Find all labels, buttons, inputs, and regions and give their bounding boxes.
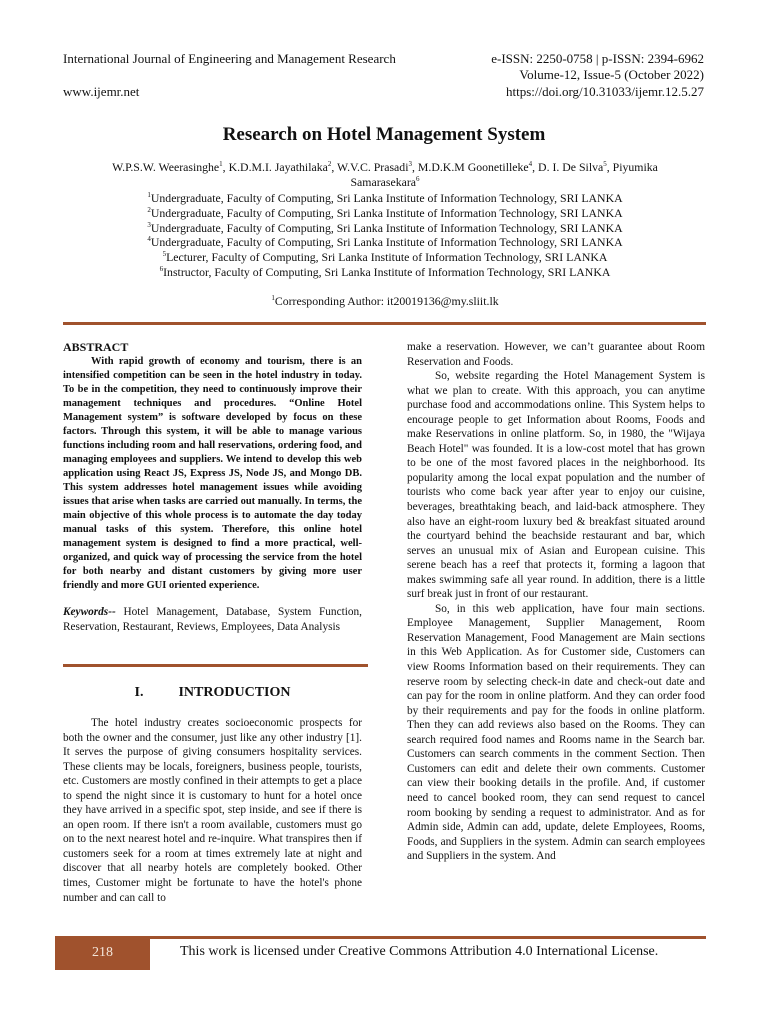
author-6: Piyumika [612,160,658,174]
right-paragraph-2: So, in this web application, have four main sections. Employee Management, Supplier Management, Room Reservation Management, Food Management are Main sections in this Web Application. As for Customer side, Customers can view Rooms Information based on their requirements. They can reserve room by selecting check-in date and check-out date and can pay for the room in online platform. And they can order food by their requirements and pay for the foods in online platform. Then they can add reviews also based on the Rooms. They can search required food names and Rooms name in the Search bar. Customers can search comments in the comment Section. Then Customers can edit and delete their own comments. Customer can view their booking details in the profile. And, if customer need to cancel booked room, they can send request to cancel room booking by sending a request to administrator. And as for Admin side, Admin can add, update, delete Employees, Rooms, Foods, and Suppliers in the system. Admin can search employees and Suppliers in the system. And [407,602,705,863]
abstract-text: With rapid growth of economy and tourism, there is an intensified competition can be seen in the hotel industry in today. To be in the competition, they need to continuously improve their management techniques and procedures. “Online Hotel Management system” is software developed by focus on these factors. Through this system, it will be able to manage various functions including room and hall reservations, ordering food, and managing employees and suppliers. We intend to develop this web application using React JS, Express JS, Node JS, and Mongo DB. This system addresses hotel management issues while avoiding issues that arise when tasks are carried out manually. In terms, the main objective of this whole process is to automate the day today manual tasks of this system. Therefore, this online hotel management system is designed to find a more practical, well-organized, and quick way of processing the service from the hotel for both nearby and distant customers by giving more user friendly and more GUI oriented experience. [63,355,362,592]
volume-issue: Volume-12, Issue-5 (October 2022) [519,67,704,82]
intro-left-text [63,716,362,905]
page-number-box [55,936,150,970]
author-3: W.V.C. Prasadi [337,160,409,174]
affiliation-1: $^1$Undergraduate, Faculty of Computing, Sri Lanka Institute of Information Technology, SRI LANKA [147,191,623,205]
affiliation-3: $^3$Undergraduate, Faculty of Computing, Sri Lanka Institute of Information Technology, SRI LANKA [147,220,623,235]
abstract-heading: ABSTRACT [63,340,129,354]
affiliation-4: $^4$Undergraduate, Faculty of Computing, Sri Lanka Institute of Information Technology, SRI LANKA [147,235,623,250]
keywords-text: Hotel Management, Database, System Function, Reservation, Restaurant, Reviews, Employees, Data Analysis [63,606,362,633]
journal-name: International Journal of Engineering and Management Research [63,51,396,66]
issn: e-ISSN: 2250-0758 | p-ISSN: 2394-6962 [491,51,704,66]
corresponding-author: $^1$Corresponding Author: it20019136@my.sliit.lk [271,294,499,308]
page-number: 218 [92,945,113,960]
author-2: K.D.M.I. Jayathilaka [228,160,328,174]
author-6-surname: Samarasekara [350,174,416,189]
intro-paragraph-1: The hotel industry creates socioeconomic prospects for both the owner and the consumer, just like any other industry [1]. It serves the purpose of giving consumers hospitality services. These clients may be locals, foreigners, business people, tourists, etc. Customers are mostly confined in their attempts to get a place to spend the night since it is customary to hunt for a hotel once they have arrived in a specific spot, step inside, and see if there is an open room. If there isn't a room available, customers must go on to the next nearest hotel and re-inquire. What transpires then if customers seek for a room at times extremely late at night and discover that all nearby hotels are completely booked. Other times, Customer might be fortunate to have the hotel's phone number and can call to [63,717,362,904]
section-title: INTRODUCTION [178,685,291,700]
author-5: D. I. De Silva [538,160,604,174]
right-paragraph-0: make a reservation. However, we can’t guarantee about Room Reservation and Foods. [407,341,705,368]
top-divider [63,322,706,325]
doi-link[interactable]: https://doi.org/10.31033/ijemr.12.5.27 [505,84,704,99]
section-number: I. [134,685,144,700]
author-4: M.D.K.M Goonetilleke [417,160,529,174]
journal-website[interactable]: www.ijemr.net [63,84,140,99]
author-1: W.P.S.W. Weerasinghe [112,160,220,174]
license-text[interactable]: This work is licensed under Creative Commons Attribution 4.0 International License. [180,944,659,959]
keywords-label: Keywords-- [63,606,116,619]
affiliation-2: $^2$Undergraduate, Faculty of Computing, Sri Lanka Institute of Information Technology, SRI LANKA [147,205,623,220]
right-paragraph-1: So, website regarding the Hotel Management System is what we plan to create. With this approach, you can anytime purchase food and accommodations online. This System helps to encourage people to get Information about Rooms, Foods and make Reservations in online platform. So, in 1980, the "Wijaya Beach Hotel" was founded. It is a low-cost motel that has grown to be one of the most favored places in the neighborhood. Its popularity among the local expat population and the number of tourists who come back year after year to enjoy our cuisine, beverages, breathtaking beach, and laid-back atmosphere. They also have an eight-room luxury bed & breakfast situated around the courtyard behind the beachside restaurant and bar, which serves an unusual mix of Asian and European cuisine. This serene beach has a reef that protects it, forming a lagoon that makes swimming safe all year round. In addition, there is a little surf break just in front of our restaurant. [407,370,705,601]
affiliation-6: $^6$Instructor, Faculty of Computing, Sri Lanka Institute of Information Technology, SRI LANKA [159,264,611,279]
affiliations [60,191,710,280]
paper-title: Research on Hotel Management System [222,124,546,145]
affiliation-5: $^5$Lecturer, Faculty of Computing, Sri Lanka Institute of Information Technology, SRI LANKA [162,250,608,265]
left-column [63,340,362,634]
author-list: W.P.S.W. Weerasinghe$^1$, K.D.M.I. Jayathilaka$^2$, W.V.C. Prasadi$^3$, M.D.K.M Goonetilleke$^4$, D. I. De Silva$^5$, Piyumika Samarasekara$^6$ [112,160,658,189]
right-column [407,340,705,864]
keywords-divider [63,664,368,667]
section-heading [63,685,362,701]
footer-divider [55,936,706,939]
keywords [63,605,362,634]
